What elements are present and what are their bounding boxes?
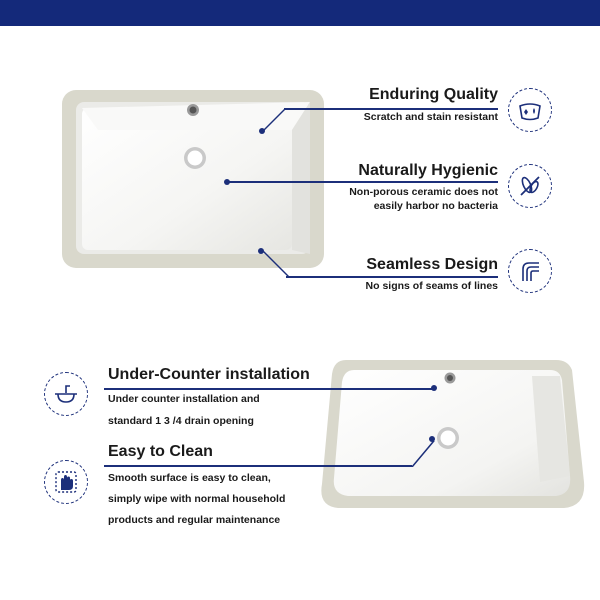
sink-front-view-image — [62, 90, 324, 268]
under-counter-desc-line2: standard 1 3 /4 drain opening — [108, 415, 254, 427]
bacteria-crossed-icon — [508, 164, 552, 208]
enduring-quality-desc: Scratch and stain resistant — [363, 111, 498, 123]
seamless-design-title: Seamless Design — [366, 256, 498, 273]
easy-clean-title: Easy to Clean — [108, 443, 213, 460]
sink-perspective-view-image — [318, 356, 588, 514]
easy-clean-desc-line2: simply wipe with normal household — [108, 493, 286, 505]
pointer-dot-easy-clean — [429, 436, 435, 442]
easy-clean-desc-line3: products and regular maintenance — [108, 514, 281, 526]
top-banner — [0, 0, 600, 26]
under-counter-title: Under-Counter installation — [108, 366, 310, 383]
seamless-design-desc: No signs of seams of lines — [365, 280, 498, 292]
seamless-corner-icon — [508, 249, 552, 293]
naturally-hygienic-title: Naturally Hygienic — [358, 162, 498, 179]
naturally-hygienic-desc-line1: Non-porous ceramic does not — [349, 186, 498, 198]
under-counter-desc-line1: Under counter installation and — [108, 393, 260, 405]
wiping-hand-icon — [44, 460, 88, 504]
undermount-sink-icon — [44, 372, 88, 416]
connector-line-naturally-hygienic — [227, 181, 498, 183]
connector-line-easy-clean — [104, 465, 412, 467]
enduring-quality-title: Enduring Quality — [369, 86, 498, 103]
pointer-dot-under-counter — [431, 385, 437, 391]
easy-clean-desc-line1: Smooth surface is easy to clean, — [108, 472, 271, 484]
naturally-hygienic-desc-line2: easily harbor no bacteria — [373, 200, 498, 212]
diamond-drop-icon — [508, 88, 552, 132]
